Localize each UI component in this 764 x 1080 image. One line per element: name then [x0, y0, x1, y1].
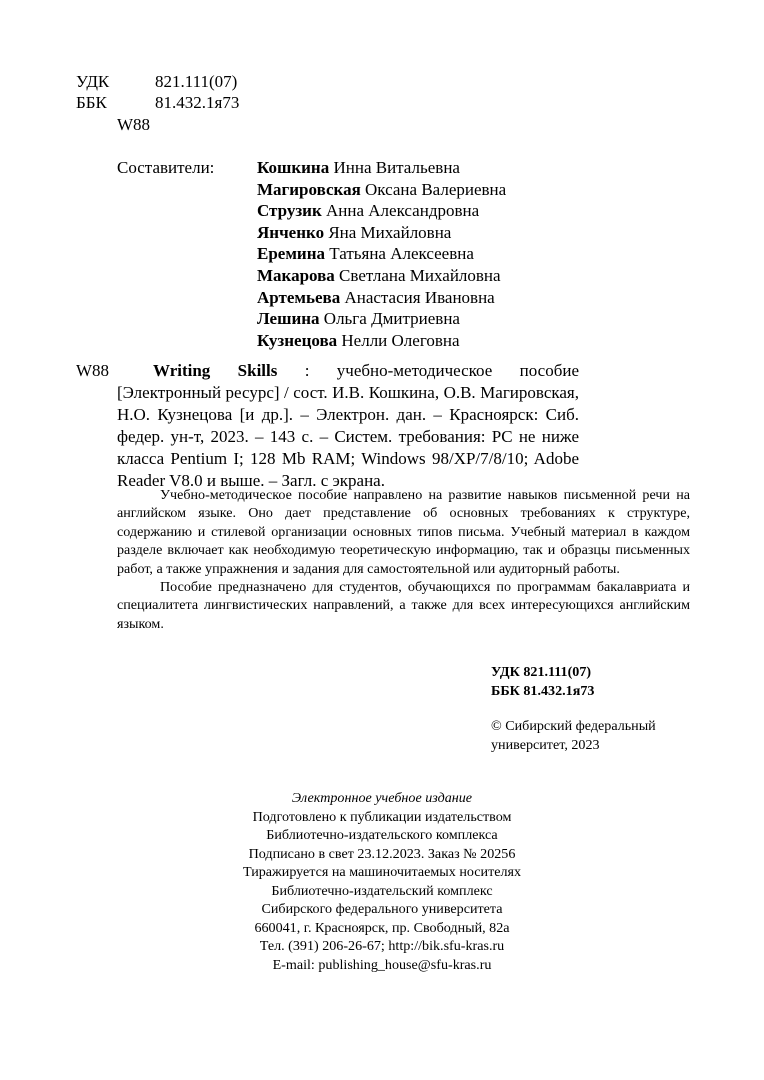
compiler-row	[257, 330, 677, 352]
abstract	[117, 486, 690, 633]
compiler-name: Светлана Михайловна	[339, 265, 501, 285]
bbk-value: 81.432.1я73	[155, 93, 240, 112]
compiler-surname: Макарова	[257, 265, 335, 285]
compiler-surname: Еремина	[257, 244, 326, 264]
biblio-code: W88	[76, 361, 110, 380]
imprint	[182, 789, 582, 974]
udk-value: 821.111(07)	[155, 72, 238, 91]
compiler-row	[257, 200, 677, 222]
copyright-line: университет, 2023	[491, 737, 600, 753]
compiler-name: Яна Михайловна	[328, 222, 452, 242]
compiler-row	[257, 157, 677, 179]
imprint-line: Подготовлено к публикации издательством	[252, 808, 512, 825]
compiler-surname: Струзик	[257, 201, 322, 221]
imprint-line: Сибирского федерального университета	[261, 901, 503, 917]
imprint-line: Тел. (391) 206-26-67; http://bik.sfu-kras.ru	[259, 938, 505, 954]
compiler-row	[257, 287, 677, 309]
compiler-surname: Кошкина	[257, 158, 330, 177]
imprint-line: Тиражируется на машиночитаемых носителях	[242, 864, 522, 880]
abstract-paragraph: Учебно-методическое пособие направлено на развитие навыков письменной речи на английском языке. Оно дает представление об основных требованиях к структуре, содержанию и стилевой организации основных типов письма. Учебный материал в каждом разделе включает как необходимую теоретическую информацию, так и образцы письменных работ, а также упражнения и задания для самостоятельной или аудиторный работы.	[117, 487, 690, 577]
codes-right	[491, 663, 594, 700]
compilers-label: Составители:	[117, 158, 215, 177]
udk-code: УДК 821.111(07)	[491, 664, 592, 680]
imprint-line: Библиотечно-издательский комплекс	[271, 882, 493, 899]
compilers-list	[257, 157, 677, 351]
compiler-name: Анна Александровна	[326, 201, 480, 221]
compiler-name: Инна Витальевна	[333, 158, 460, 177]
imprint-line: 660041, г. Красноярск, пр. Свободный, 82а	[254, 919, 510, 936]
compiler-row	[257, 179, 677, 201]
classification-block	[76, 71, 336, 141]
compiler-name: Нелли Олеговна	[341, 330, 460, 350]
compiler-row	[257, 243, 677, 265]
compiler-name: Ольга Дмитриевна	[323, 309, 460, 329]
compiler-surname: Артемьева	[257, 287, 341, 307]
bbk-code: ББК 81.432.1я73	[491, 682, 595, 699]
bibliographic-description	[117, 360, 579, 492]
compiler-surname: Лешина	[257, 309, 320, 329]
compiler-row	[257, 265, 677, 287]
compiler-row	[257, 308, 677, 330]
compiler-row	[257, 222, 677, 244]
abstract-paragraph: Пособие предназначено для студентов, обучающихся по программам бакалавриата и специалитета лингвистических направлений, а также для всех интересующихся английским языком.	[117, 579, 690, 632]
copyright	[491, 717, 656, 755]
biblio-details: : учебно-методическое пособие [Электронный ресурс] / сост. И.В. Кошкина, О.В. Магировская, Н.О. Кузнецова [и др.]. – Электрон. дан. – Красноярск: Сиб. федер. ун-т, 2023. – 143 с. – Систем. требования: PC не ниже класса Pentium I; 128 Mb RAM; Windows 98/XP/7/8/10; Adobe Reader V8.0 и выше. – Загл. с экрана.	[117, 361, 579, 490]
author-mark: W88	[117, 115, 151, 134]
book-title: Writing Skills	[153, 361, 278, 380]
compiler-name: Анастасия Ивановна	[344, 287, 495, 307]
compiler-name: Оксана Валериевна	[365, 179, 507, 199]
edition-type: Электронное учебное издание	[291, 790, 473, 806]
udk-label: УДК	[76, 72, 110, 91]
imprint-line: E-mail: publishing_house@sfu-kras.ru	[272, 956, 492, 973]
compiler-surname: Янченко	[257, 222, 325, 242]
bbk-label: ББК	[76, 93, 107, 112]
imprint-line: Подписано в свет 23.12.2023. Заказ № 20256	[248, 845, 516, 862]
copyright-line: © Сибирский федеральный	[491, 718, 656, 734]
compiler-surname: Кузнецова	[257, 330, 338, 350]
compiler-surname: Магировская	[257, 179, 361, 199]
compiler-name: Татьяна Алексеевна	[329, 244, 474, 264]
imprint-line: Библиотечно-издательского комплекса	[266, 827, 498, 843]
